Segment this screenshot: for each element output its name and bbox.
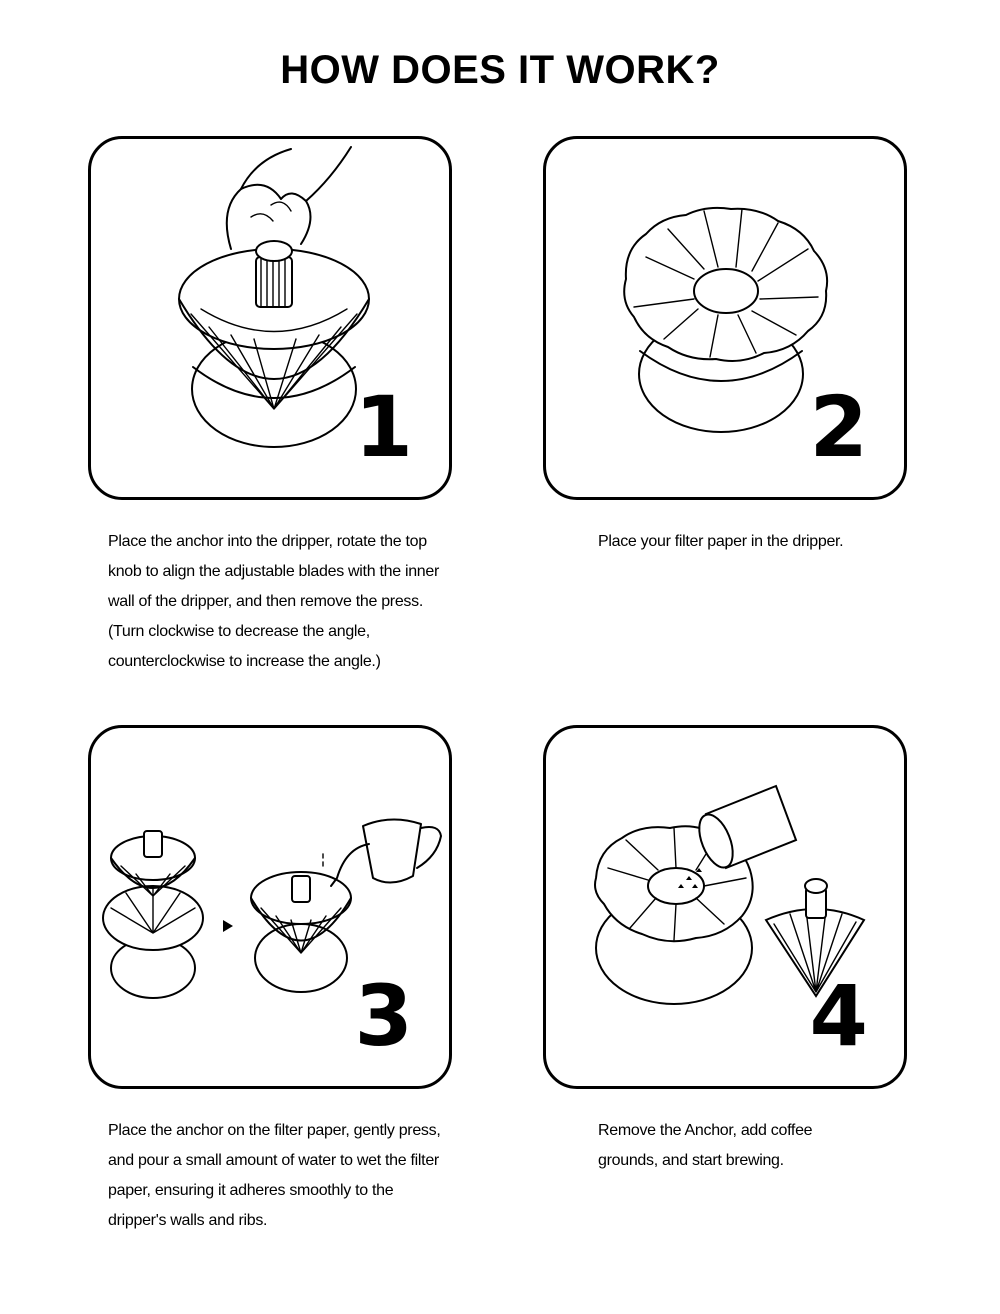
page-title: HOW DOES IT WORK? xyxy=(280,48,720,92)
step-number: 2 xyxy=(809,378,868,476)
step-number: 1 xyxy=(354,378,413,476)
step-1-caption: Place the anchor into the dripper, rotate the top knob to align the adjustable blades with the inner wall of the dripper, and then remove the press. (Turn clockwise to decrease the angle, counterclockwise to increase the angle.) xyxy=(108,533,440,670)
step-3-caption: Place the anchor on the filter paper, gently press, and pour a small amount of water to wet the filter paper, ensuring it adheres smoothly to the dripper's walls and ribs. xyxy=(108,1122,441,1229)
step-1-panel xyxy=(88,136,452,500)
step-4-panel xyxy=(543,725,907,1089)
step-4-caption: Remove the Anchor, add coffee grounds, and start brewing. xyxy=(598,1122,813,1169)
step-number: 4 xyxy=(809,967,868,1065)
step-number: 3 xyxy=(354,967,413,1065)
step-3-panel xyxy=(88,725,452,1089)
step-2-caption: Place your filter paper in the dripper. xyxy=(598,533,844,550)
step-2-panel xyxy=(543,136,907,500)
